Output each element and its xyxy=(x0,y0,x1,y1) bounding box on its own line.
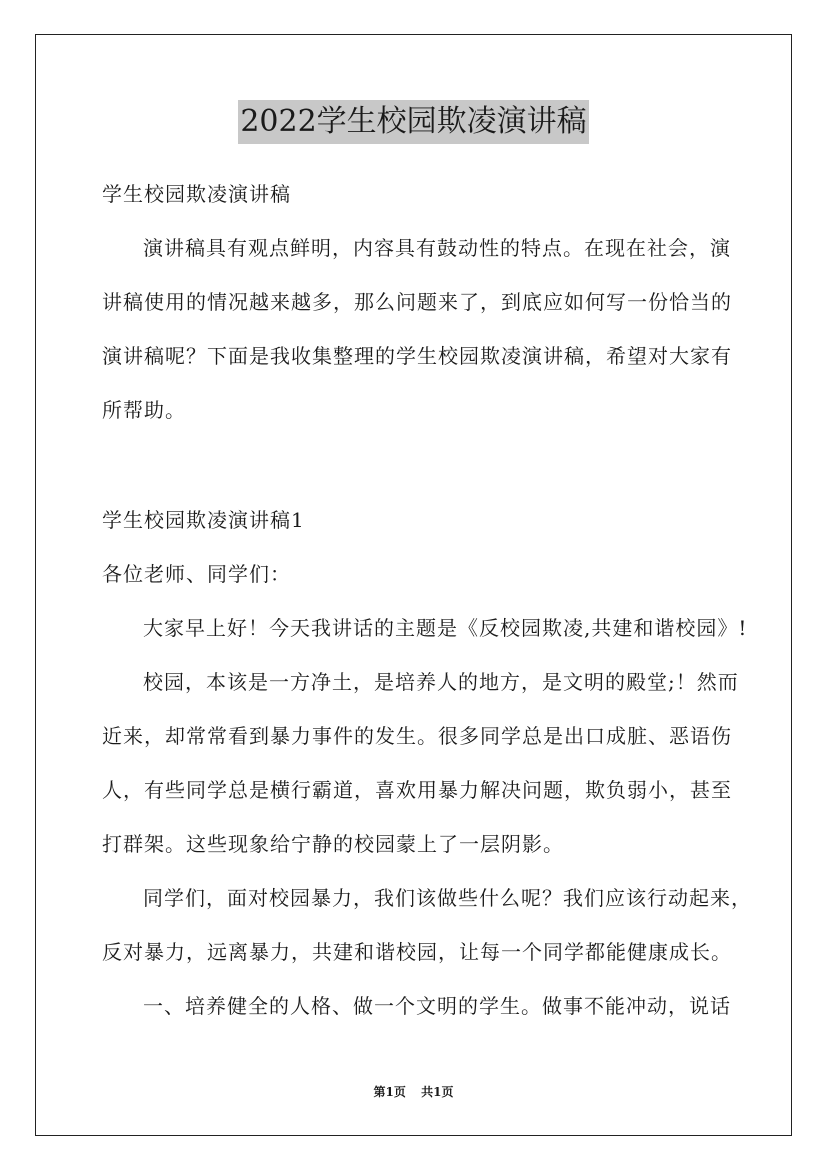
paragraph-line: 近来，却常常看到暴力事件的发生。很多同学总是出口成脏、恶语伤 xyxy=(102,724,732,748)
intro-line: 讲稿使用的情况越来越多，那么问题来了，到底应如何写一份恰当的 xyxy=(102,290,732,314)
intro-line: 演讲稿呢？下面是我收集整理的学生校园欺凌演讲稿，希望对大家有 xyxy=(102,344,732,368)
title-container xyxy=(0,100,827,144)
page-footer xyxy=(0,1084,827,1100)
paragraph-line: 一、培养健全的人格、做一个文明的学生。做事不能冲动，说话 xyxy=(143,994,731,1018)
page-number: 第1页 xyxy=(373,1085,406,1099)
section-heading: 学生校园欺凌演讲稿1 xyxy=(102,508,305,532)
greeting: 各位老师、同学们： xyxy=(102,562,291,586)
page-spacer xyxy=(410,1085,418,1099)
paragraph-line: 打群架。这些现象给宁静的校园蒙上了一层阴影。 xyxy=(102,832,564,856)
paragraph-line: 校园，本该是一方净土，是培养人的地方，是文明的殿堂;！然而 xyxy=(143,670,739,694)
intro-line: 所帮助。 xyxy=(102,398,186,422)
paragraph-line: 大家早上好！今天我讲话的主题是《反校园欺凌,共建和谐校园》! xyxy=(143,616,748,640)
document-title: 2022学生校园欺凌演讲稿 xyxy=(238,100,588,144)
page-total: 共1页 xyxy=(421,1085,454,1099)
paragraph-line: 同学们，面对校园暴力，我们该做些什么呢？我们应该行动起来， xyxy=(143,886,752,910)
paragraph-line: 人，有些同学总是横行霸道，喜欢用暴力解决问题，欺负弱小，甚至 xyxy=(102,778,732,802)
subtitle: 学生校园欺凌演讲稿 xyxy=(102,182,291,206)
intro-line: 演讲稿具有观点鲜明，内容具有鼓动性的特点。在现在社会，演 xyxy=(143,236,731,260)
paragraph-line: 反对暴力，远离暴力，共建和谐校园，让每一个同学都能健康成长。 xyxy=(102,940,732,964)
